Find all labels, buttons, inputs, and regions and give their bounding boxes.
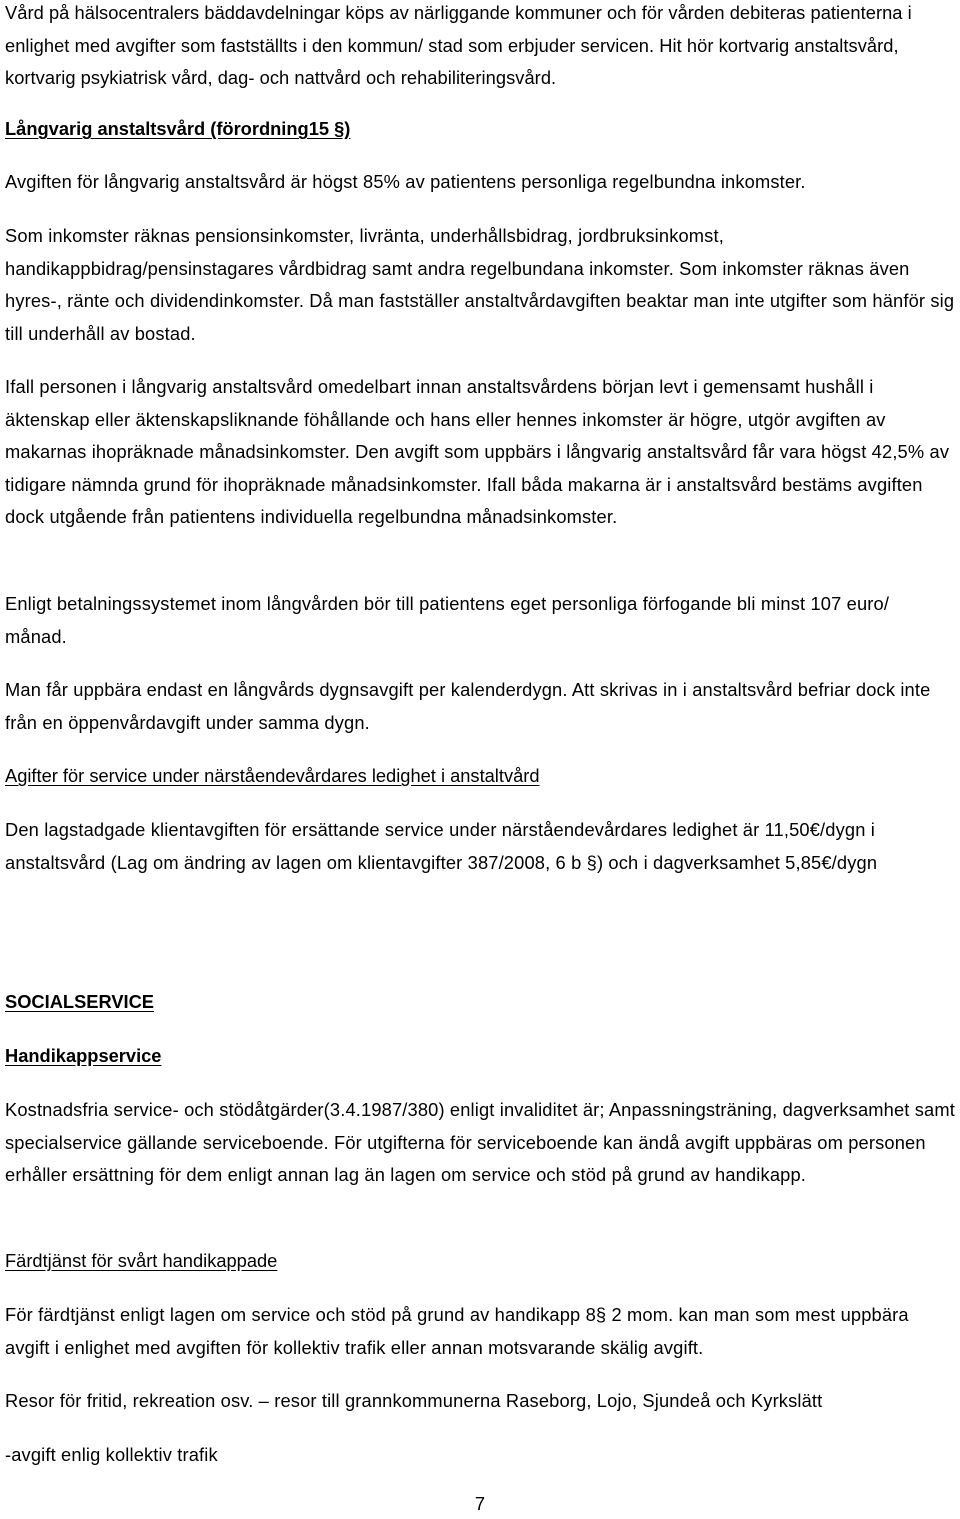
paragraph-dygnsavgift: Man får uppbära endast en långvårds dygnsavgift per kalenderdygn. Att skrivas in i anstaltsvård befriar dock inte från en öppenvårdavgift under samma dygn. bbox=[5, 679, 931, 733]
paragraph-avgift-85: Avgiften för långvarig anstaltsvård är högst 85% av patientens personliga regelbundna inkomster. bbox=[5, 171, 806, 192]
paragraph-lagstadgade: Den lagstadgade klientavgiften för ersättande service under närståendevårdares ledighet är 11,50€/dygn i anstaltsvård (Lag om ändring av lagen om klientavgifter 387/2008, 6 b §) och i dagverksamhet 5,85€/dygn bbox=[5, 819, 878, 873]
heading-agifter-narstaende: Agifter för service under närståendevårdares ledighet i anstaltvård bbox=[5, 765, 540, 786]
paragraph-kostnadsfria: Kostnadsfria service- och stödåtgärder(3.4.1987/380) enligt invaliditet är; Anpassningsträning, dagverksamhet samt specialservice gällande serviceboende. För utgifterna för serviceboende kan ändå avgift uppbäras om personen erhåller ersättning för dem enligt annan lag än lagen om service och stöd på grund av handikapp. bbox=[5, 1099, 955, 1185]
paragraph-minst-107: Enligt betalningssystemet inom långvården bör till patientens eget personliga förfogande bli minst 107 euro/ månad. bbox=[5, 593, 890, 647]
paragraph-makar: Ifall personen i långvarig anstaltsvård omedelbart innan anstaltsvårdens början levt i gemensamt hushåll i äktenskap eller äktenskapsliknande föhållande och hans eller hennes inkomster är högre, utgör avgiften av makarnas ihopräknade månadsinkomster. Den avgift som uppbärs i långvarig anstaltsvård får vara högst 42,5% av tidigare nämnda grund för ihopräknade månadsinkomster. Ifall båda makarna är i anstaltsvård bestäms avgiften dock utgående från patientens individuella regelbundna månadsinkomster. bbox=[5, 376, 950, 527]
heading-handikappservice: Handikappservice bbox=[5, 1045, 162, 1066]
paragraph-resor: Resor för fritid, rekreation osv. – resor till grannkommunerna Raseborg, Lojo, Sjundeå och Kyrkslätt bbox=[5, 1390, 823, 1411]
page-number: 7 bbox=[474, 1493, 486, 1514]
heading-fardtjanst: Färdtjänst för svårt handikappade bbox=[5, 1250, 278, 1271]
paragraph-kollektiv-trafik: -avgift enlig kollektiv trafik bbox=[5, 1444, 218, 1465]
paragraph-fardtjanst: För färdtjänst enligt lagen om service och stöd på grund av handikapp 8§ 2 mom. kan man som mest uppbära avgift i enlighet med avgiften för kollektiv trafik eller annan motsvarande skälig avgift. bbox=[5, 1304, 909, 1358]
heading-langvarig-anstaltsvard: Långvarig anstaltsvård (förordning15 §) bbox=[5, 118, 351, 139]
paragraph-inkomster: Som inkomster räknas pensionsinkomster, livränta, underhållsbidrag, jordbruksinkomst, handikappbidrag/pensinstagares vårdbidrag samt andra regelbundana inkomster. Som inkomster räknas även hyres-, ränte och dividendinkomster. Då man fastställer anstaltvårdavgiften beaktar man inte utgifter som hänför sig till underhåll av bostad. bbox=[5, 225, 955, 344]
paragraph-intro: Vård på hälsocentralers bäddavdelningar köps av närliggande kommuner och för vården debiteras patienterna i enlighet med avgifter som fastställts i den kommun/ stad som erbjuder servicen. Hit hör kortvarig anstaltsvård, kortvarig psykiatrisk vård, dag- och nattvård och rehabiliteringsvård. bbox=[5, 2, 912, 88]
heading-socialservice: SOCIALSERVICE bbox=[5, 991, 154, 1012]
